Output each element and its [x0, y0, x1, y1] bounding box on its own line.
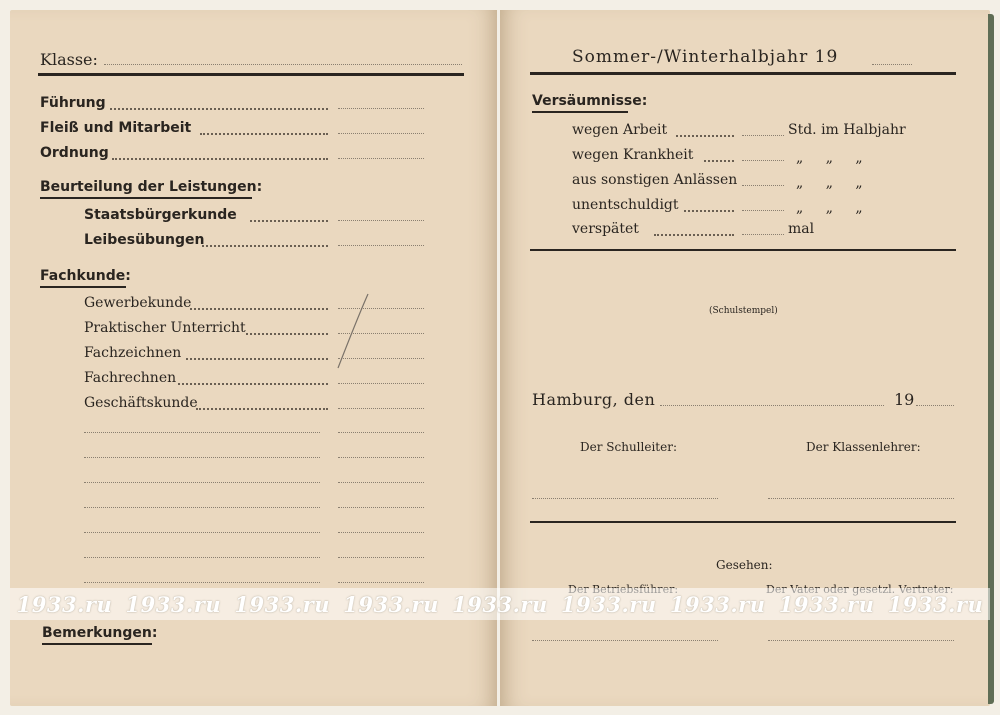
watermark-text: 1933.ru	[16, 591, 113, 617]
blank-subject-line	[84, 457, 320, 458]
seen-label: Gesehen:	[716, 558, 773, 572]
leader-dots	[190, 308, 328, 310]
principal-signature-line	[532, 498, 718, 499]
year-field	[916, 405, 954, 406]
leader-dots	[200, 133, 328, 135]
absence-heading: Versäumnisse:	[532, 93, 648, 109]
item-leibesuebungen: Leibesübungen	[84, 232, 205, 248]
grade-field	[338, 507, 424, 508]
absence-label-arbeit: wegen Arbeit	[572, 122, 668, 138]
watermark-text: 1933.ru	[343, 591, 439, 617]
watermark-text: 1933.ru	[887, 591, 984, 617]
ditto-marks: „ „ „	[796, 200, 863, 216]
leader-dots	[112, 158, 328, 160]
date-field	[660, 405, 884, 406]
item-fachrechnen: Fachrechnen	[84, 370, 177, 386]
grade-field	[338, 582, 424, 583]
item-geschaeftskunde: Geschäftskunde	[84, 395, 198, 411]
watermark-text: 1933.ru	[452, 591, 548, 617]
guardian-signature-line	[768, 640, 954, 641]
hours-field	[742, 185, 784, 186]
grade-field	[338, 383, 424, 384]
count-field	[742, 234, 784, 235]
grade-field	[338, 482, 424, 483]
grade-field	[338, 133, 424, 134]
section-rule	[530, 249, 956, 251]
conduct-fleiss: Fleiß und Mitarbeit	[40, 120, 192, 136]
absence-unit-verspaetet: mal	[788, 221, 815, 237]
watermark-text: 1933.ru	[234, 591, 330, 617]
leader-dots	[676, 135, 734, 137]
leader-dots	[250, 220, 328, 222]
top-rule-left	[38, 73, 464, 76]
ditto-marks: „ „ „	[796, 150, 863, 166]
item-praktischer-unterricht: Praktischer Unterricht	[84, 320, 246, 336]
leader-dots	[704, 160, 734, 162]
blank-subject-line	[84, 482, 320, 483]
klasse-label: Klasse:	[40, 50, 98, 69]
term-title: Sommer-/Winterhalbjahr 19	[572, 47, 839, 67]
item-staatsbuergerkunde: Staatsbürgerkunde	[84, 207, 237, 223]
blank-subject-line	[84, 432, 320, 433]
grade-field	[338, 532, 424, 533]
blank-subject-line	[84, 557, 320, 558]
leader-dots	[654, 234, 734, 236]
watermark-text: 1933.ru	[125, 591, 222, 617]
leader-dots	[186, 358, 328, 360]
leader-dots	[110, 108, 328, 110]
heading-underline	[40, 197, 252, 199]
grade-field	[338, 408, 424, 409]
heading-underline	[42, 643, 152, 645]
teacher-signature-line	[768, 498, 954, 499]
absence-unit-arbeit: Std. im Halbjahr	[788, 122, 906, 138]
principal-label: Der Schulleiter:	[580, 440, 677, 454]
klasse-field	[104, 64, 462, 65]
hours-field	[742, 135, 784, 136]
hours-field	[742, 160, 784, 161]
item-gewerbekunde: Gewerbekunde	[84, 295, 192, 311]
conduct-fuehrung: Führung	[40, 95, 106, 111]
watermark-text: 1933.ru	[561, 591, 657, 617]
employer-signature-line	[532, 640, 718, 641]
grade-field	[338, 557, 424, 558]
place-label: Hamburg, den	[532, 390, 656, 409]
blank-subject-line	[84, 582, 320, 583]
heading-underline	[40, 286, 126, 288]
grade-field	[338, 220, 424, 221]
grade-field	[338, 245, 424, 246]
item-fachzeichnen: Fachzeichnen	[84, 345, 182, 361]
pencil-mark	[332, 292, 372, 372]
hours-field	[742, 210, 784, 211]
grade-field	[338, 457, 424, 458]
grade-field	[338, 108, 424, 109]
grade-field	[338, 432, 424, 433]
leader-dots	[196, 408, 328, 410]
conduct-ordnung: Ordnung	[40, 145, 109, 161]
year-field	[872, 64, 912, 65]
watermark-strip	[10, 588, 990, 620]
watermark-text: 1933.ru	[778, 591, 875, 617]
section-rule	[530, 521, 956, 523]
absence-label-verspaetet: verspätet	[572, 221, 639, 237]
leader-dots	[684, 210, 734, 212]
blank-subject-line	[84, 532, 320, 533]
subject-heading: Fachkunde:	[40, 268, 131, 284]
leader-dots	[246, 333, 328, 335]
watermark-text: 1933.ru	[669, 591, 766, 617]
leader-dots	[178, 383, 328, 385]
ditto-marks: „ „ „	[796, 175, 863, 191]
year-label: 19	[894, 390, 915, 409]
grade-field	[338, 158, 424, 159]
stamp-label: (Schulstempel)	[709, 306, 778, 316]
top-rule-right	[530, 72, 956, 75]
blank-subject-line	[84, 507, 320, 508]
absence-label-sonstige: aus sonstigen Anlässen	[572, 172, 738, 188]
remarks-heading: Bemerkungen:	[42, 625, 158, 641]
leader-dots	[202, 245, 328, 247]
performance-heading: Beurteilung der Leistungen:	[40, 179, 263, 195]
heading-underline	[532, 111, 628, 113]
absence-label-unentschuldigt: unentschuldigt	[572, 197, 679, 213]
teacher-label: Der Klassenlehrer:	[806, 440, 921, 454]
absence-label-krankheit: wegen Krankheit	[572, 147, 694, 163]
